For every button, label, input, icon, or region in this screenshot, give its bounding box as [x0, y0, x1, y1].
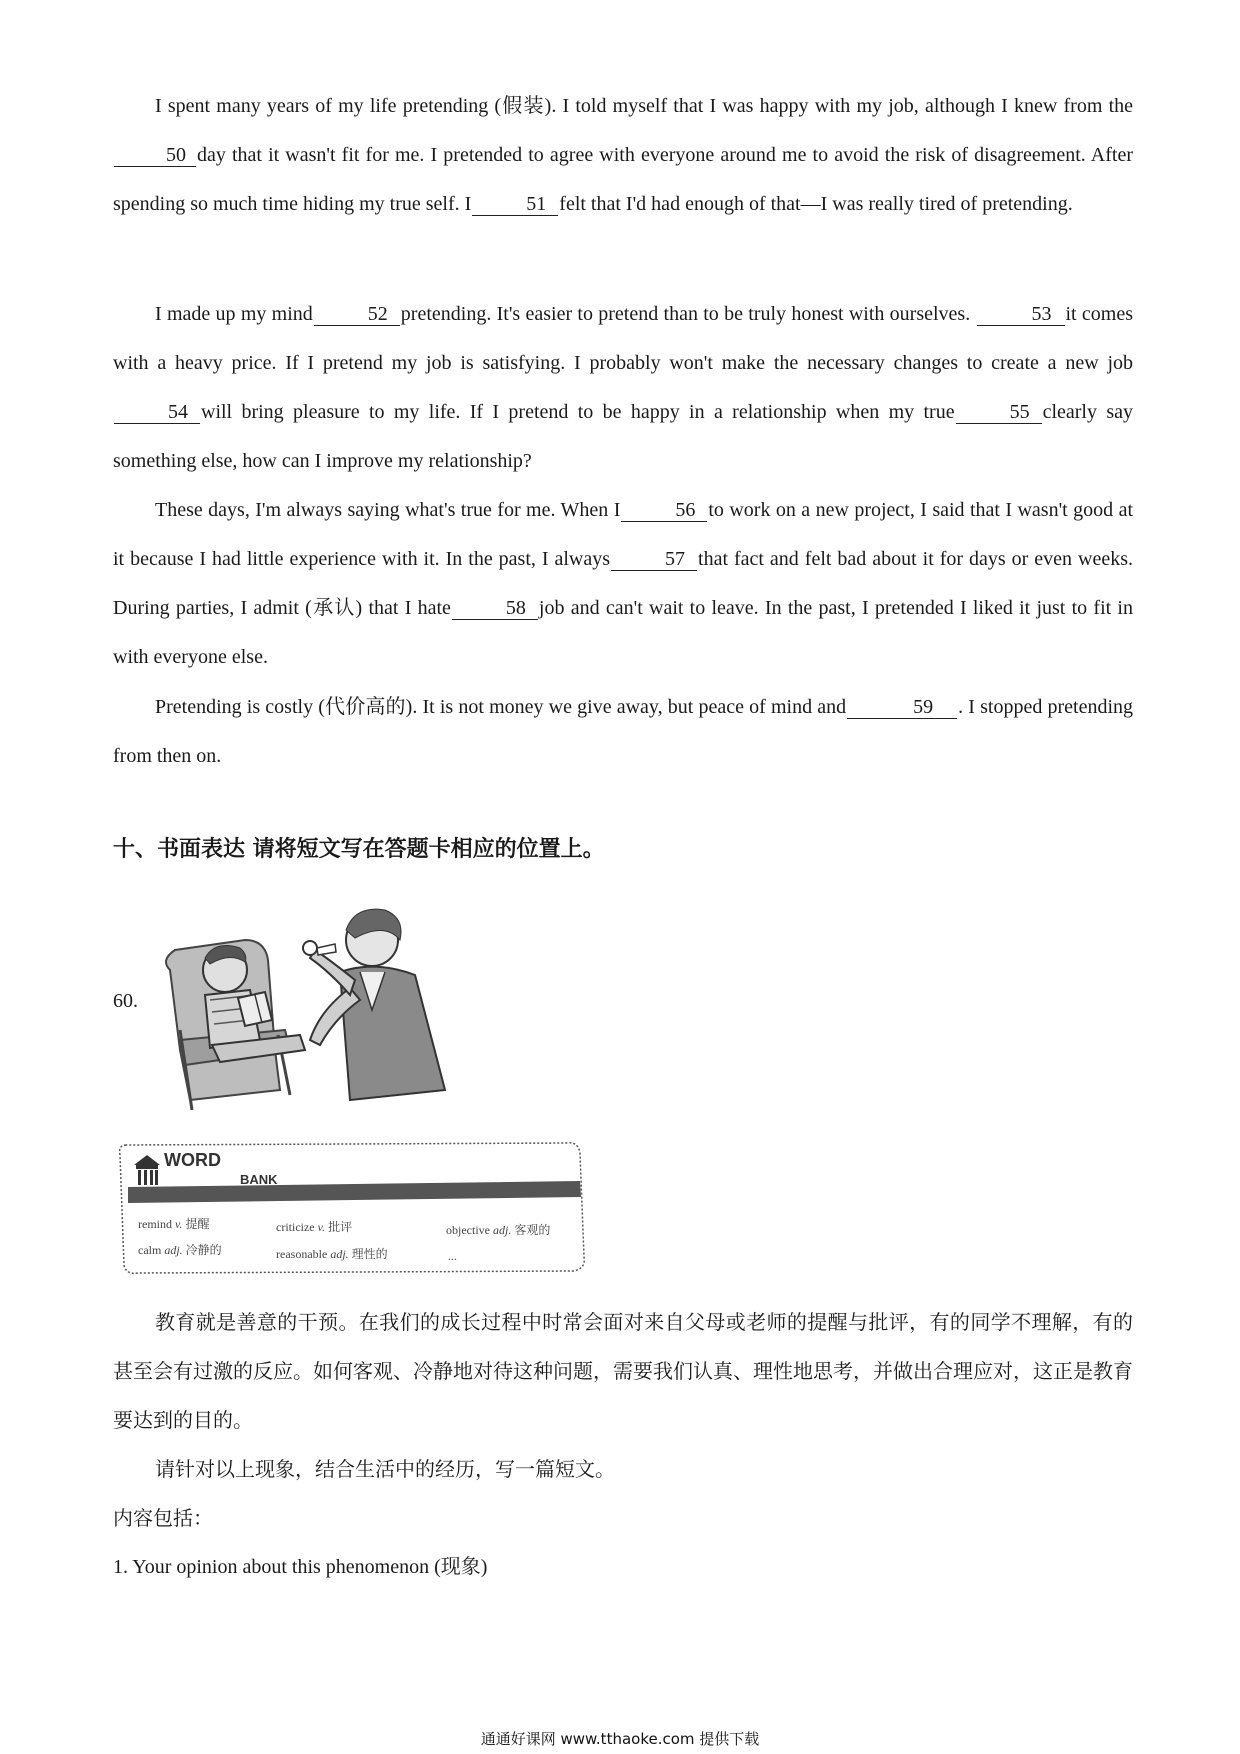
prompt-item-1: 1. Your opinion about this phenomenon (现象): [113, 1556, 488, 1578]
passage-text: . I stopped pretending from then on.: [113, 696, 1133, 767]
prompt-paragraph: 教育就是善意的干预。在我们的成长过程中时常会面对来自父母或老师的提醒与批评，有的同学不理解，有的甚至会有过激的反应。如何客观、冷静地对待这种问题，需要我们认真、理性地思考，并做出合理应对，这正是教育要达到的目的。: [113, 1310, 1133, 1432]
word-bank: [118, 1135, 588, 1277]
blank-59: 59: [847, 696, 957, 719]
passage-text: day that it wasn't fit for me. I pretended to agree with everyone around me to avoid the risk of disagreement. After spending so much time hiding my true self. I: [113, 144, 1133, 215]
question-number: 60.: [113, 990, 138, 1012]
passage-text: will bring pleasure to my life. If I pretend to be happy in a relationship when my true: [201, 401, 955, 423]
passage-text: that fact and felt bad about it for days or even weeks. During parties, I admit (承认) that I hate: [113, 548, 1133, 619]
passage-text: These days, I'm always saying what's true for me. When I: [155, 499, 621, 521]
word-bank-entry: reasonable adj. 理性的: [276, 1247, 388, 1261]
passage-paragraph-2: [113, 290, 1133, 486]
passage-text: pretending. It's easier to pretend than to be truly honest with ourselves.: [400, 303, 971, 325]
blank-50: 50: [114, 144, 196, 167]
passage-paragraph-1: [113, 82, 1133, 229]
blank-56: 56: [621, 499, 707, 522]
page-footer: 通通好课网 www.tthaoke.com 提供下载: [480, 1730, 760, 1748]
blank-51: 51: [472, 193, 558, 216]
blank-58: 58: [452, 597, 538, 620]
section-heading: 十、书面表达 请将短文写在答题卡相应的位置上。: [113, 837, 605, 862]
blank-52: 52: [314, 303, 400, 326]
illustration-parent-child: [150, 900, 460, 1115]
passage-paragraph-3: [113, 486, 1133, 682]
prompt-content-label: 内容包括：: [113, 1506, 213, 1530]
word-bank-title-bank: BANK: [240, 1172, 278, 1187]
word-bank-entry: calm adj. 冷静的: [138, 1243, 222, 1257]
passage-text: Pretending is costly (代价高的). It is not money we give away, but peace of mind and: [155, 696, 847, 718]
blank-54: 54: [114, 401, 200, 424]
passage-text: to work on a new project, I said that I wasn't good at it because I had little experience with it. In the past, I always: [113, 499, 1134, 570]
prompt-instruction: 请针对以上现象，结合生活中的经历，写一篇短文。: [155, 1457, 615, 1481]
passage-text: job and can't wait to leave. In the past, I pretended I liked it just to fit in with everyone else.: [113, 597, 1133, 668]
passage-text: clearly say something else, how can I improve my relationship?: [113, 401, 1133, 472]
word-bank-entry: ...: [448, 1249, 457, 1263]
word-bank-entry: objective adj. 客观的: [446, 1223, 551, 1237]
word-bank-title-word: WORD: [164, 1150, 221, 1170]
blank-57: 57: [611, 548, 697, 571]
passage-text: it comes with a heavy price. If I pretend my job is satisfying. I probably won't make the necessary changes to create a new job: [113, 303, 1133, 374]
passage-paragraph-4: [113, 683, 1133, 781]
passage-text: I spent many years of my life pretending (假装). I told myself that I was happy with my job, although I knew from the: [155, 95, 1133, 117]
blank-55: 55: [956, 401, 1042, 424]
word-bank-entry: criticize v. 批评: [276, 1220, 353, 1234]
blank-53: 53: [977, 303, 1065, 326]
passage-text: I made up my mind: [155, 303, 313, 325]
word-bank-entry: remind v. 提醒: [138, 1217, 210, 1231]
passage-text: felt that I'd had enough of that—I was really tired of pretending.: [559, 193, 1073, 215]
